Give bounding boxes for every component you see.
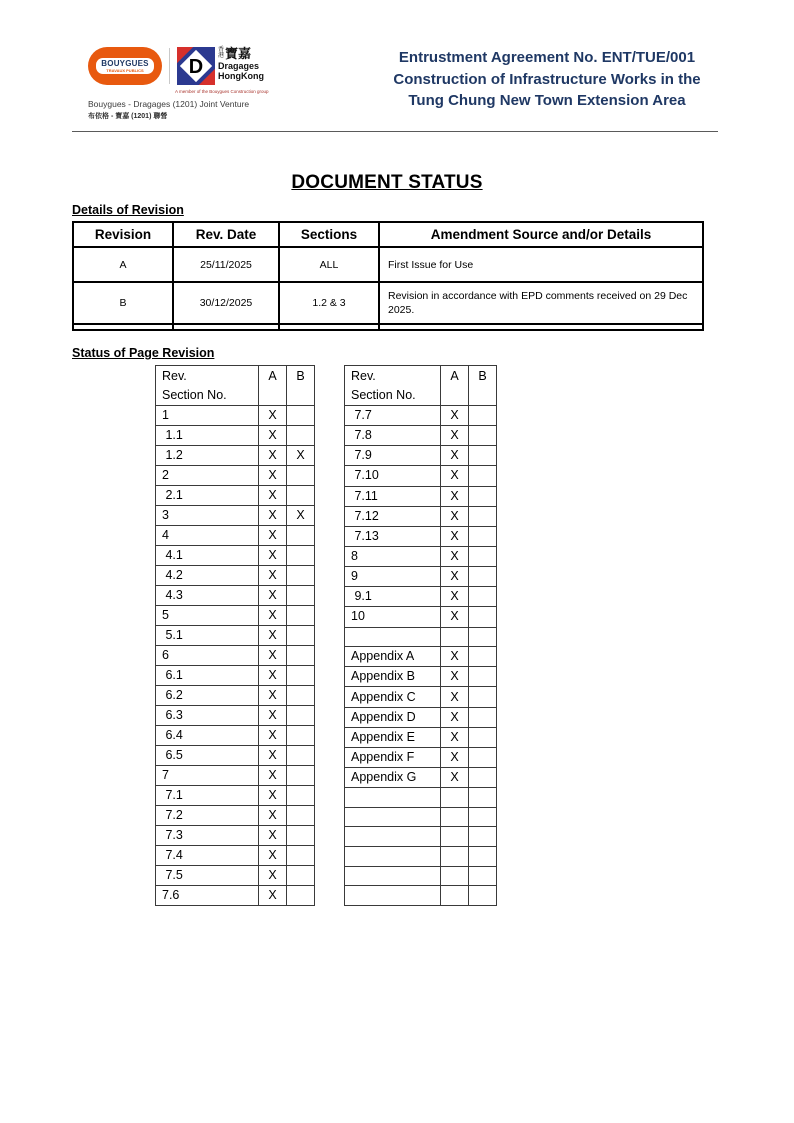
dragages-chinese-small: 香港 [218, 47, 225, 59]
page-revision-row [345, 768, 497, 788]
rev-a-mark-cell [441, 807, 469, 827]
section-no-cell: 7.3 [156, 826, 259, 846]
joint-venture-name: Bouygues - Dragages (1201) Joint Venture [88, 99, 250, 109]
section-no-cell: 4.3 [156, 586, 259, 606]
page-revision-row [156, 646, 315, 666]
rev-b-mark-cell [469, 506, 497, 526]
rev-b-mark-cell [469, 847, 497, 867]
section-no-cell: 1.2 [156, 446, 259, 466]
section-no-cell: 7.12 [345, 506, 441, 526]
page-revision-row [345, 546, 497, 566]
rev-b-mark-cell [469, 747, 497, 767]
rev-b-mark-cell [287, 706, 315, 726]
rev-a-mark-cell: X [259, 766, 287, 786]
section-no-cell: 4 [156, 526, 259, 546]
rev-a-mark-cell [441, 627, 469, 647]
page-revision-row [345, 707, 497, 727]
page-revision-row [345, 687, 497, 707]
rev-a-mark-cell: X [441, 667, 469, 687]
rev-a-mark-cell [441, 886, 469, 906]
page-revision-row [345, 446, 497, 466]
section-no-cell: 7.9 [345, 446, 441, 466]
status-of-page-revision-heading: Status of Page Revision [72, 346, 215, 360]
rev-b-mark-cell [469, 647, 497, 667]
page-revision-row [345, 647, 497, 667]
dragages-logo-text: Dragages [218, 61, 260, 71]
rev-a-header: A [259, 366, 287, 406]
section-no-cell: 7.2 [156, 806, 259, 826]
rev-a-mark-cell: X [259, 746, 287, 766]
rev-a-mark-cell: X [441, 526, 469, 546]
revision-cell [73, 324, 173, 330]
rev-a-mark-cell: X [259, 866, 287, 886]
section-no-cell: 7 [156, 766, 259, 786]
section-no-cell [345, 807, 441, 827]
page-revision-row [345, 426, 497, 446]
section-no-cell: 4.2 [156, 566, 259, 586]
amendment-details-cell: Revision in accordance with EPD comments received on 29 Dec 2025. [379, 282, 703, 324]
document-body [72, 172, 702, 360]
rev-b-mark-cell [469, 807, 497, 827]
col-header-revision: Revision [73, 222, 173, 247]
rev-a-mark-cell: X [259, 406, 287, 426]
page-revision-row [345, 886, 497, 906]
rev-a-mark-cell [441, 788, 469, 808]
section-no-cell [345, 627, 441, 647]
rev-b-mark-cell [469, 567, 497, 587]
header-divider [72, 131, 718, 132]
rev-a-mark-cell: X [441, 687, 469, 707]
section-no-cell: Appendix B [345, 667, 441, 687]
page-revision-row [156, 786, 315, 806]
page-revision-row [156, 866, 315, 886]
rev-b-mark-cell [287, 406, 315, 426]
rev-a-mark-cell: X [441, 587, 469, 607]
page-revision-row [345, 506, 497, 526]
amendment-details-cell [379, 324, 703, 330]
rev-b-mark-cell [287, 786, 315, 806]
rev-b-mark-cell [469, 768, 497, 788]
page-revision-row [345, 486, 497, 506]
page-revision-row [156, 426, 315, 446]
details-of-revision-heading: Details of Revision [72, 203, 184, 217]
rev-a-mark-cell: X [441, 506, 469, 526]
bouygues-logo-text: BOUYGUES [101, 59, 149, 68]
page-revision-row [156, 726, 315, 746]
page-revision-row [345, 747, 497, 767]
section-no-cell: 7.13 [345, 526, 441, 546]
jv-logo-block [88, 45, 308, 131]
page-revision-row [345, 807, 497, 827]
section-no-cell: 7.10 [345, 466, 441, 486]
page-revision-row [156, 566, 315, 586]
section-no-cell: 7.4 [156, 846, 259, 866]
page-revision-row [345, 406, 497, 426]
rev-a-mark-cell [441, 866, 469, 886]
member-of-group-line: A member of the Bouygues Construction group [175, 89, 269, 94]
bouygues-logo [88, 47, 162, 85]
rev-a-mark-cell: X [441, 567, 469, 587]
rev-date-cell: 30/12/2025 [173, 282, 279, 324]
section-no-cell: 2.1 [156, 486, 259, 506]
section-no-cell: 7.6 [156, 886, 259, 906]
rev-b-mark-cell [469, 406, 497, 426]
section-no-cell: 7.5 [156, 866, 259, 886]
rev-a-mark-cell: X [259, 526, 287, 546]
rev-b-mark-cell [287, 546, 315, 566]
rev-a-mark-cell: X [259, 846, 287, 866]
rev-b-mark-cell [287, 666, 315, 686]
rev-b-mark-cell [287, 766, 315, 786]
revision-cell: A [73, 247, 173, 282]
rev-a-mark-cell: X [259, 566, 287, 586]
section-no-cell: 6.5 [156, 746, 259, 766]
section-no-cell: 4.1 [156, 546, 259, 566]
page-revision-row [156, 686, 315, 706]
section-no-cell: 7.8 [345, 426, 441, 446]
rev-a-mark-cell: X [259, 646, 287, 666]
rev-b-mark-cell [287, 526, 315, 546]
section-no-cell: 7.11 [345, 486, 441, 506]
dragages-chinese-big: 寶嘉 [225, 46, 252, 61]
rev-b-mark-cell [469, 727, 497, 747]
page-title: DOCUMENT STATUS [291, 172, 483, 193]
rev-b-mark-cell [287, 486, 315, 506]
section-no-cell: 6.3 [156, 706, 259, 726]
rev-b-mark-cell [469, 546, 497, 566]
rev-b-mark-cell [469, 886, 497, 906]
rev-b-mark-cell [469, 426, 497, 446]
rev-b-mark-cell [287, 566, 315, 586]
rev-b-mark-cell [469, 687, 497, 707]
section-no-cell: 7.7 [345, 406, 441, 426]
rev-b-mark-cell [469, 707, 497, 727]
sections-cell: 1.2 & 3 [279, 282, 379, 324]
page-revision-row [156, 526, 315, 546]
rev-a-mark-cell: X [441, 768, 469, 788]
page-revision-row [345, 466, 497, 486]
page-revision-row [156, 706, 315, 726]
page-revision-row [345, 827, 497, 847]
rev-b-mark-cell: X [287, 446, 315, 466]
section-no-cell: 6 [156, 646, 259, 666]
rev-a-mark-cell: X [441, 486, 469, 506]
rev-a-mark-cell: X [441, 647, 469, 667]
rev-b-mark-cell [287, 726, 315, 746]
rev-b-mark-cell [469, 866, 497, 886]
rev-a-mark-cell: X [441, 546, 469, 566]
page-revision-row [345, 526, 497, 546]
rev-b-mark-cell [287, 606, 315, 626]
page-revision-row [156, 886, 315, 906]
rev-b-mark-cell [287, 806, 315, 826]
rev-a-mark-cell: X [441, 607, 469, 627]
page-revision-row [156, 806, 315, 826]
col-header-amendment: Amendment Source and/or Details [379, 222, 703, 247]
rev-a-mark-cell: X [259, 506, 287, 526]
section-no-cell: 2 [156, 466, 259, 486]
page-revision-row [156, 626, 315, 646]
section-no-cell: 9 [345, 567, 441, 587]
section-no-cell: 6.1 [156, 666, 259, 686]
page-revision-row [156, 826, 315, 846]
section-no-cell: 1.1 [156, 426, 259, 446]
rev-a-mark-cell: X [259, 626, 287, 646]
page-revision-row [156, 606, 315, 626]
rev-b-mark-cell [469, 607, 497, 627]
page-revision-row [156, 546, 315, 566]
page-revision-header-row [345, 366, 497, 406]
rev-a-mark-cell: X [259, 546, 287, 566]
rev-b-mark-cell [287, 846, 315, 866]
page-revision-row [156, 746, 315, 766]
rev-b-mark-cell [469, 788, 497, 808]
rev-date-cell: 25/11/2025 [173, 247, 279, 282]
page-revision-tables [155, 365, 794, 906]
joint-venture-name-chinese: 布依格 - 寶嘉 (1201) 聯營 [88, 113, 168, 120]
rev-a-mark-cell: X [259, 886, 287, 906]
page-revision-row [156, 766, 315, 786]
rev-b-mark-cell [287, 626, 315, 646]
agreement-title-block [362, 47, 732, 131]
rev-a-mark-cell: X [441, 747, 469, 767]
page-revision-row [156, 406, 315, 426]
revision-cell: B [73, 282, 173, 324]
rev-b-mark-cell [469, 486, 497, 506]
rev-a-mark-cell: X [441, 466, 469, 486]
rev-b-mark-cell [469, 526, 497, 546]
section-no-cell: 9.1 [345, 587, 441, 607]
col-header-sections: Sections [279, 222, 379, 247]
dragages-logo [177, 47, 264, 85]
page-revision-row [345, 607, 497, 627]
rev-b-mark-cell [287, 466, 315, 486]
amendment-details-cell: First Issue for Use [379, 247, 703, 282]
section-no-cell: Appendix A [345, 647, 441, 667]
page-revision-row [156, 486, 315, 506]
page-revision-header-row [156, 366, 315, 406]
section-no-cell: Appendix D [345, 707, 441, 727]
rev-section-no-header: Rev. Section No. [156, 366, 259, 406]
dragages-diamond-icon [177, 47, 215, 85]
page-revision-row [156, 446, 315, 466]
section-no-cell [345, 827, 441, 847]
rev-b-mark-cell [469, 587, 497, 607]
page-revision-row [345, 627, 497, 647]
rev-b-mark-cell [469, 627, 497, 647]
page-revision-row [156, 666, 315, 686]
section-no-cell: 6.2 [156, 686, 259, 706]
rev-a-mark-cell: X [259, 726, 287, 746]
details-of-revision-table [72, 221, 704, 331]
rev-b-mark-cell [287, 746, 315, 766]
agreement-title-line3: Tung Chung New Town Extension Area [408, 92, 686, 109]
section-no-cell [345, 886, 441, 906]
rev-b-header: B [469, 366, 497, 406]
page-revision-row [345, 866, 497, 886]
page-revision-row [156, 506, 315, 526]
rev-a-mark-cell: X [259, 606, 287, 626]
rev-a-mark-cell: X [259, 806, 287, 826]
svg-text:D: D [188, 56, 204, 79]
sections-cell: ALL [279, 247, 379, 282]
rev-b-mark-cell [469, 446, 497, 466]
rev-section-no-header: Rev. Section No. [345, 366, 441, 406]
rev-a-mark-cell: X [259, 426, 287, 446]
rev-b-header: B [287, 366, 315, 406]
section-no-cell: 5 [156, 606, 259, 626]
rev-b-mark-cell [287, 826, 315, 846]
rev-a-mark-cell: X [441, 426, 469, 446]
section-no-cell [345, 788, 441, 808]
rev-b-mark-cell [287, 586, 315, 606]
rev-a-mark-cell: X [441, 707, 469, 727]
page-header [0, 0, 794, 131]
rev-a-header: A [441, 366, 469, 406]
rev-a-mark-cell: X [259, 446, 287, 466]
rev-b-mark-cell [287, 866, 315, 886]
section-no-cell: Appendix G [345, 768, 441, 788]
page-revision-row [345, 587, 497, 607]
rev-a-mark-cell [441, 827, 469, 847]
rev-b-mark-cell [469, 466, 497, 486]
rev-date-cell [173, 324, 279, 330]
rev-a-mark-cell: X [259, 706, 287, 726]
revision-row [73, 324, 703, 330]
rev-b-mark-cell [287, 686, 315, 706]
section-no-cell: 10 [345, 607, 441, 627]
bouygues-logo-subtext: TRAVAUX PUBLICS [106, 68, 144, 73]
rev-a-mark-cell: X [259, 666, 287, 686]
rev-a-mark-cell: X [259, 826, 287, 846]
section-no-cell: 3 [156, 506, 259, 526]
agreement-title-line2: Construction of Infrastructure Works in the [393, 70, 701, 88]
sections-cell [279, 324, 379, 330]
rev-a-mark-cell [441, 847, 469, 867]
section-no-cell [345, 866, 441, 886]
revision-row [73, 247, 703, 282]
section-no-cell: 5.1 [156, 626, 259, 646]
page-revision-row [345, 667, 497, 687]
agreement-title-line1: Entrustment Agreement No. ENT/TUE/001 [398, 49, 696, 66]
page-revision-row [345, 788, 497, 808]
page-revision-row [156, 586, 315, 606]
page-revision-table-right [344, 365, 497, 906]
rev-a-mark-cell: X [259, 786, 287, 806]
page-revision-row [345, 727, 497, 747]
rev-b-mark-cell: X [287, 506, 315, 526]
rev-a-mark-cell: X [259, 486, 287, 506]
page-revision-row [156, 846, 315, 866]
section-no-cell: 1 [156, 406, 259, 426]
rev-a-mark-cell: X [259, 686, 287, 706]
logo-divider [169, 48, 170, 84]
section-no-cell: 6.4 [156, 726, 259, 746]
rev-b-mark-cell [287, 426, 315, 446]
rev-a-mark-cell: X [441, 446, 469, 466]
section-no-cell: Appendix C [345, 687, 441, 707]
rev-a-mark-cell: X [259, 586, 287, 606]
revision-row [73, 282, 703, 324]
rev-b-mark-cell [469, 827, 497, 847]
dragages-logo-text2: HongKong [218, 71, 264, 81]
rev-a-mark-cell: X [441, 727, 469, 747]
page-revision-row [345, 847, 497, 867]
section-no-cell [345, 847, 441, 867]
details-header-row [73, 222, 703, 247]
page-revision-row [345, 567, 497, 587]
page-revision-table-left [155, 365, 315, 906]
col-header-rev-date: Rev. Date [173, 222, 279, 247]
page-revision-row [156, 466, 315, 486]
section-no-cell: Appendix F [345, 747, 441, 767]
section-no-cell: 8 [345, 546, 441, 566]
rev-b-mark-cell [287, 886, 315, 906]
rev-b-mark-cell [469, 667, 497, 687]
rev-a-mark-cell: X [259, 466, 287, 486]
rev-a-mark-cell: X [441, 406, 469, 426]
section-no-cell: Appendix E [345, 727, 441, 747]
rev-b-mark-cell [287, 646, 315, 666]
section-no-cell: 7.1 [156, 786, 259, 806]
